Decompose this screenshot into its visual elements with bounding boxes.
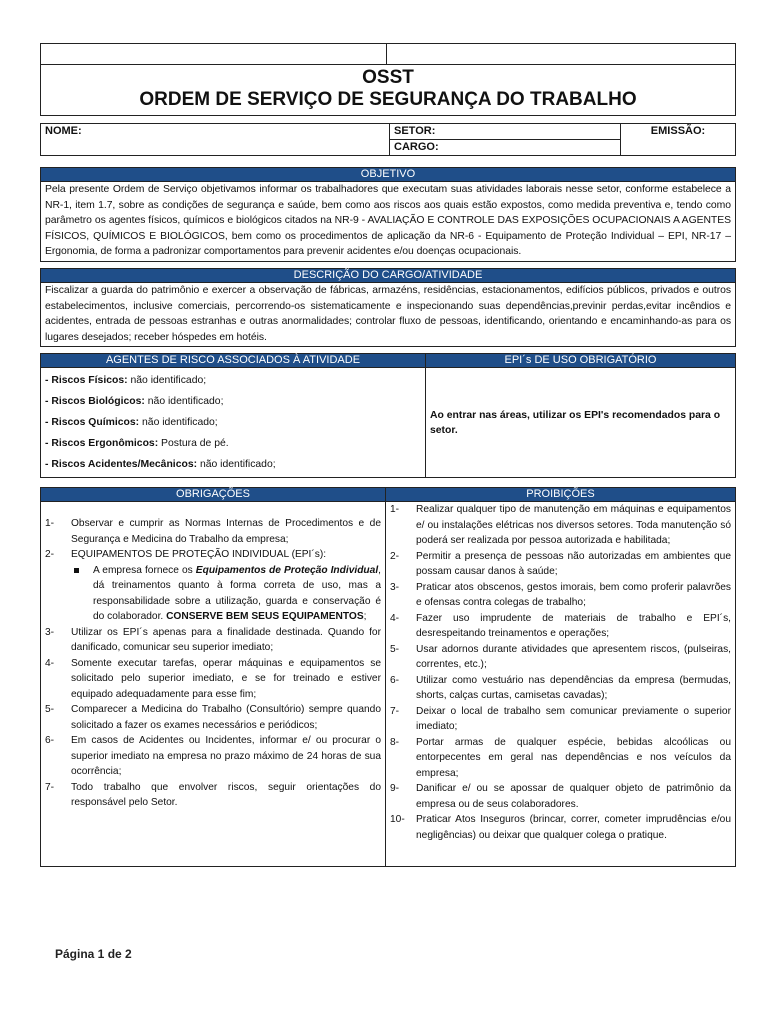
- list-item: 1- Realizar qualquer tipo de manutenção em máquinas e equipamentos e/ ou instalações elétricas nos diversos setores. Toda manutenção só poderá ser realizada por pessoa autorizada e habilitada;: [390, 504, 731, 546]
- risco-item: - Riscos Físicos: não identificado;: [45, 375, 207, 386]
- list-item: 3- Praticar atos obscenos, gestos imorais, bem como proferir palavrões e ofensas contra colegas de trabalho;: [390, 581, 731, 608]
- obrigacoes-heading-cell: [41, 488, 386, 502]
- obrigacoes-list: [41, 516, 381, 811]
- header-blank-left: [41, 44, 387, 65]
- proibicoes-list: [386, 502, 731, 843]
- list-item: 6- Utilizar como vestuário nas dependências da empresa (bermudas, shorts, calças curtas, camisetas cavadas);: [390, 674, 731, 701]
- document-title: [41, 65, 736, 116]
- epi-sub-item: A empresa fornece os Equipamentos de Proteção Individual, dá treinamentos quanto à forma correta de uso, mas a responsabilidade sobre a utilização, guarda e conservação é do colaborador. CONSERVE BEM SEUS EQUIPAMENTOS;: [41, 563, 381, 625]
- epi-heading: EPI´s DE USO OBRIGATÓRIO: [426, 354, 735, 367]
- epi-text: Ao entrar nas áreas, utilizar os EPI's recomendados para o setor.: [426, 368, 736, 478]
- emissao-field[interactable]: [621, 124, 736, 156]
- risco-item: - Riscos Biológicos: não identificado;: [45, 396, 224, 407]
- risco-item: - Riscos Ergonômicos: Postura de pé.: [45, 438, 229, 449]
- emissao-label: EMISSÃO:: [650, 125, 706, 137]
- riscos-heading: AGENTES DE RISCO ASSOCIADOS À ATIVIDADE: [41, 354, 425, 367]
- proibicoes-heading-cell: [386, 488, 736, 502]
- riscos-list: [41, 368, 426, 478]
- list-item: 5- Comparecer a Medicina do Trabalho (Consultório) sempre quando solicitado a fazer os exames necessários e periódicos;: [45, 704, 381, 731]
- cargo-field[interactable]: [390, 140, 621, 156]
- riscos-heading-cell: [41, 354, 426, 368]
- proibicoes-list-cell: [386, 502, 736, 867]
- descricao-heading: DESCRIÇÃO DO CARGO/ATIVIDADE: [40, 268, 736, 282]
- obrigacoes-proibicoes-table: [40, 487, 736, 867]
- descricao-section: [40, 268, 736, 347]
- proibicoes-heading: PROIBIÇÕES: [386, 488, 735, 501]
- objetivo-text: Pela presente Ordem de Serviço objetivamos informar os trabalhadores que executam suas atividades laborais nesse setor, conforme estabelece a NR-1, item 1.7, sobre as condições de segurança e saúde, bem como aos riscos aos quais estão expostos, como medida preventiva e, tendo como parâmetro os agentes físicos, químicos e biológicos citados na NR-9 - AVALIAÇÃO E CONTROLE DAS EXPOSIÇÕES OCUPACIONAIS A AGENTES FÍSICOS, QUÍMICOS E BIOLÓGICOS, bem como os procedimentos de aplicação da NR-6 - Equipamento de Proteção Individual – EPI, NR-17 – Ergonomia, de forma a padronizar comportamentos para prevenir acidentes e/ou doenças ocupacionais.: [40, 181, 736, 262]
- risco-item: - Riscos Acidentes/Mecânicos: não identificado;: [45, 459, 276, 470]
- title-osst: OSST: [362, 67, 414, 88]
- obrigacoes-heading: OBRIGAÇÕES: [41, 488, 385, 501]
- nome-label: NOME:: [45, 125, 82, 137]
- header-blank-right: [387, 44, 736, 65]
- list-item: 5- Usar adornos durante atividades que apresentem riscos, (pulseiras, correntes, etc.);: [390, 643, 731, 670]
- objetivo-section: [40, 167, 736, 262]
- list-item: 6- Em casos de Acidentes ou Incidentes, informar e/ ou procurar o superior imediato na empresa no prazo máximo de 24 horas de sua ocorrência;: [45, 735, 381, 777]
- list-item: 8- Portar armas de qualquer espécie, bebidas alcoólicas ou entorpecentes em geral nas dependências e nos veículos da empresa;: [390, 736, 731, 779]
- list-item: 3- Utilizar os EPI´s apenas para a finalidade destinada. Quando for danificado, comunicar seu superior imediato;: [45, 626, 381, 653]
- bullet-square-icon: [74, 568, 79, 573]
- epi-heading-cell: [426, 354, 736, 368]
- list-item: 2- Permitir a presença de pessoas não autorizadas em ambientes que possam causar danos à saúde;: [390, 550, 731, 577]
- list-item: 4- Fazer uso imprudente de materiais de trabalho e EPI´s, desrespeitando treinamentos e operações;: [390, 612, 731, 639]
- list-item: 4- Somente executar tarefas, operar máquinas e equipamentos se solicitado pelo superior imediato, e se for treinado e estiver equipado adequadamente para esse fim;: [45, 657, 381, 700]
- page-number: Página 1 de 2: [55, 947, 132, 961]
- list-item: 1- Observar e cumprir as Normas Internas de Procedimentos e de Segurança e Medicina do Trabalho da empresa;: [45, 518, 381, 545]
- list-item: 2- EQUIPAMENTOS DE PROTEÇÃO INDIVIDUAL (EPI´s): A empresa fornece os Equipamentos de Proteção Individual, dá treinamentos quanto à forma correta de uso, mas a responsabilidade sobre a utilização, guarda e conservação é do colaborador. CONSERVE BEM SEUS EQUIPAMENTOS;: [41, 547, 381, 625]
- obrigacoes-list-cell: [41, 502, 386, 867]
- risco-item: - Riscos Químicos: não identificado;: [45, 417, 218, 428]
- cargo-label: CARGO:: [394, 141, 439, 153]
- title-main: ORDEM DE SERVIÇO DE SEGURANÇA DO TRABALHO: [139, 89, 637, 110]
- list-item: 10- Praticar Atos Inseguros (brincar, correr, cometer imprudências e/ou negligências) ou deixar que qualquer colega o pratique.: [390, 814, 731, 841]
- list-item: 7- Deixar o local de trabalho sem comunicar previamente o superior imediato;: [390, 705, 731, 732]
- descricao-text: Fiscalizar a guarda do patrimônio e exercer a observação de fábricas, armazéns, residências, estacionamentos, edifícios públicos, privados e outros estabelecimentos, inclusive comerciais, percorrendo-os sistematicamente e inspecionando suas dependências,previnir perdas,evitar incêndios e acidentes, entrada de pessoas estranhas e outras anormalidades; controlar fluxo de pessoas, identificando, orientando e encaminhando-as para os lugares desejados; receber hóspedes em hotéis.: [40, 282, 736, 347]
- objetivo-heading: OBJETIVO: [40, 167, 736, 181]
- header-table: [40, 43, 736, 116]
- nome-field[interactable]: [41, 124, 390, 156]
- setor-field[interactable]: [390, 124, 621, 140]
- identification-table: [40, 123, 736, 156]
- riscos-table: [40, 353, 736, 478]
- list-item: 7- Todo trabalho que envolver riscos, seguir orientações do responsável pelo Setor.: [45, 781, 381, 808]
- setor-label: SETOR:: [394, 125, 436, 137]
- list-item: 9- Danificar e/ ou se apossar de qualquer objeto de patrimônio da empresa ou de seus colaboradores.: [390, 783, 731, 810]
